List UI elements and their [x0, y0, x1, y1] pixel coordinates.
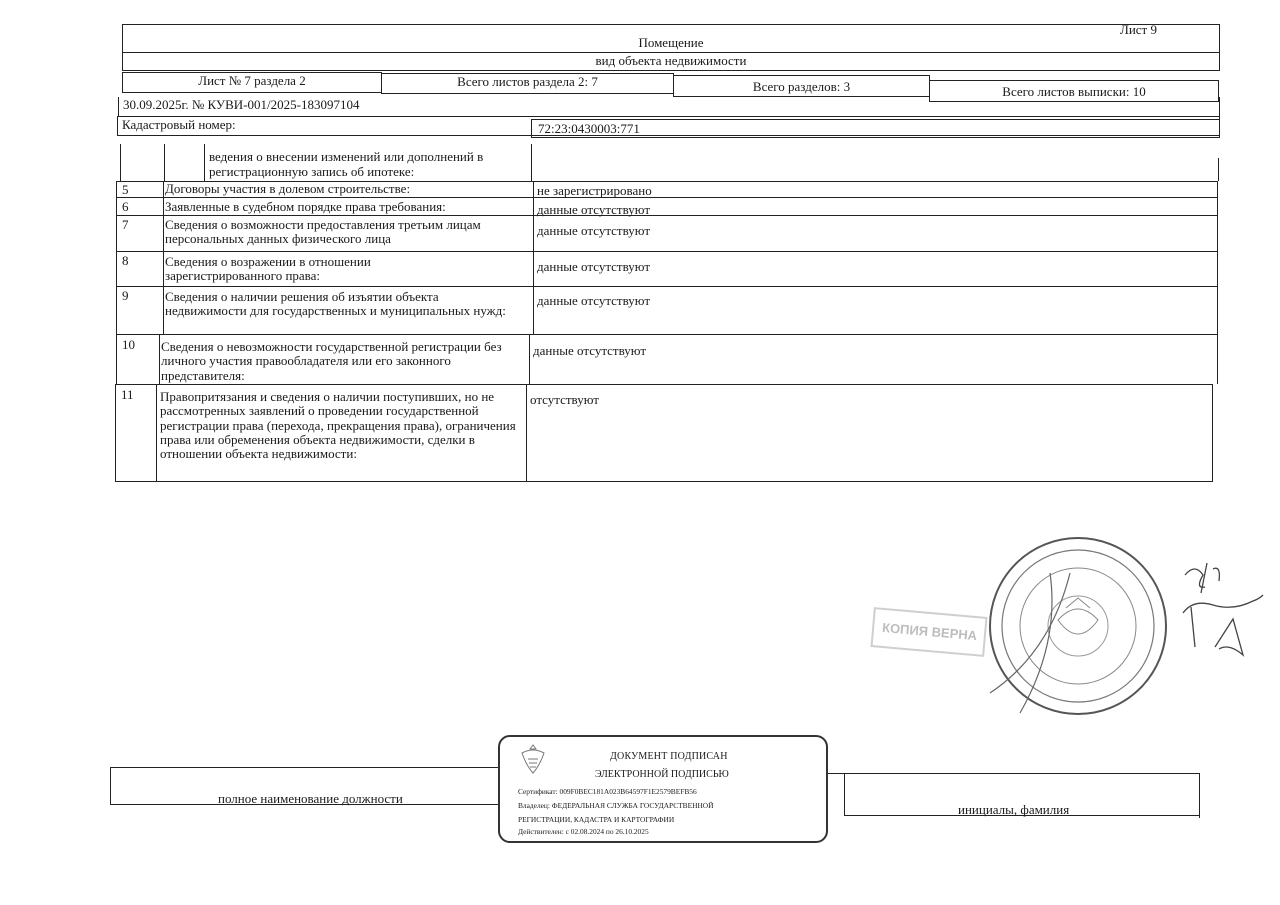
initials-label: инициалы, фамилия: [958, 802, 1070, 817]
col-divider: [163, 216, 164, 252]
footer-top-line: [110, 767, 498, 768]
row-description: Сведения о возражении в отношении зарегистрированного права:: [165, 254, 371, 284]
signature-icon: [1175, 555, 1275, 685]
total-extract-sheets-text: Всего листов выписки: 10: [1002, 84, 1146, 99]
col-divider: [120, 144, 121, 181]
col-divider: [163, 287, 164, 335]
col-divider: [533, 216, 534, 252]
faded-stamp-text: КОПИЯ ВЕРНА: [881, 619, 978, 644]
section-sheet-text: Лист № 7 раздела 2: [198, 73, 306, 88]
col-divider: [533, 287, 534, 335]
row-number: 5: [122, 182, 129, 197]
esig-validity: Действителен: с 02.08.2024 по 26.10.2025: [518, 827, 649, 836]
row-number: 8: [122, 253, 129, 268]
header-subtitle-cell: [122, 52, 1220, 71]
total-sections-cell: [673, 75, 930, 97]
footer-divider: [844, 773, 845, 815]
total-section-sheets-cell: [381, 73, 674, 94]
col-divider: [163, 252, 164, 287]
row-value: данные отсутствуют: [537, 293, 651, 308]
footer-left-edge: [110, 767, 111, 805]
esig-subtitle: ЭЛЕКТРОННОЙ ПОДПИСЬЮ: [595, 769, 729, 780]
row-number: 11: [121, 387, 134, 402]
col-divider: [531, 144, 532, 181]
sheet-label: Лист 9: [1120, 22, 1157, 37]
row-number: 9: [122, 288, 129, 303]
table-row: [116, 286, 1218, 334]
cadastral-label: Кадастровый номер:: [122, 117, 236, 132]
object-title: Помещение: [638, 35, 704, 50]
row-number: 7: [122, 217, 129, 232]
row-value: не зарегистрировано: [537, 183, 652, 198]
table-row: [116, 334, 1218, 384]
col-divider: [159, 335, 160, 385]
col-divider: [156, 385, 157, 481]
seal-icon: [980, 528, 1180, 728]
date-number-text: 30.09.2025г. № КУВИ-001/2025-183097104: [123, 97, 360, 112]
col-divider: [1218, 158, 1219, 181]
table-row: [116, 215, 1218, 251]
row-description: Заявленные в судебном порядке права требования:: [165, 199, 446, 214]
continuation-row: [120, 144, 1220, 181]
table-row: [116, 197, 1218, 215]
col-divider: [204, 144, 205, 181]
row-value: отсутствуют: [530, 392, 599, 407]
esig-owner: Владелец: ФЕДЕРАЛЬНАЯ СЛУЖБА ГОСУДАРСТВЕННОЙ: [518, 801, 714, 810]
cadastral-value-cell: [531, 119, 1220, 138]
total-sections-text: Всего разделов: 3: [752, 79, 851, 94]
table-row: [116, 181, 1218, 197]
col-divider: [533, 182, 534, 198]
esig-owner-cont: РЕГИСТРАЦИИ, КАДАСТРА И КАРТОГРАФИИ: [518, 815, 675, 824]
official-seal: [980, 528, 1180, 728]
electronic-signature-stamp: [498, 735, 828, 843]
col-divider: [163, 198, 164, 216]
row-description: Сведения о возможности предоставления третьим лицам персональных данных физического лица: [165, 217, 481, 247]
row-description: Договоры участия в долевом строительстве:: [165, 181, 411, 196]
table-row: [115, 384, 1213, 482]
row-value: данные отсутствуют: [537, 223, 651, 238]
esig-title: ДОКУМЕНТ ПОДПИСАН: [610, 751, 728, 762]
date-number-cell: [118, 97, 1220, 117]
col-divider: [533, 198, 534, 216]
emblem-icon: [516, 741, 550, 779]
footer-top-line: [792, 773, 1200, 774]
col-divider: [164, 144, 165, 181]
row-description: Правопритязания и сведения о наличии поступивших, но не рассмотренных заявлений о проведении государственной регистрации права (перехода, прекращения права), ограничения права или обременения объекта недвижимости, сделки в отношении объекта недвижимости:: [160, 389, 516, 462]
table-row: [116, 251, 1218, 286]
section-sheet-cell: [122, 72, 382, 93]
row-value: данные отсутствуют: [537, 259, 651, 274]
cadastral-value: 72:23:0430003:771: [538, 121, 640, 136]
row-number: 6: [122, 199, 129, 214]
esig-certificate: Сертификат: 009F0BEC181A023B64597F1E2579BEFB56: [518, 787, 697, 796]
position-label: полное наименование должности: [218, 791, 403, 806]
row-description: Сведения о наличии решения об изъятии объекта недвижимости для государственных и муниципальных нужд:: [165, 289, 506, 319]
row-description: Сведения о невозможности государственной регистрации без личного участия правообладателя или его законного представителя:: [161, 339, 502, 383]
col-divider: [163, 182, 164, 198]
object-type-caption: вид объекта недвижимости: [595, 53, 747, 68]
footer-right-edge: [1199, 773, 1200, 818]
total-section-sheets-text: Всего листов раздела 2: 7: [457, 74, 598, 89]
row-value: данные отсутствуют: [537, 202, 651, 217]
faded-stamp: [870, 607, 987, 657]
continuation-text: ведения о внесении изменений или дополнений в регистрационную запись об ипотеке:: [209, 149, 484, 179]
handwritten-signature: [1175, 555, 1275, 685]
row-value: данные отсутствуют: [533, 343, 647, 358]
col-divider: [533, 252, 534, 287]
row-number: 10: [122, 337, 135, 352]
header-title-cell: [122, 24, 1220, 53]
